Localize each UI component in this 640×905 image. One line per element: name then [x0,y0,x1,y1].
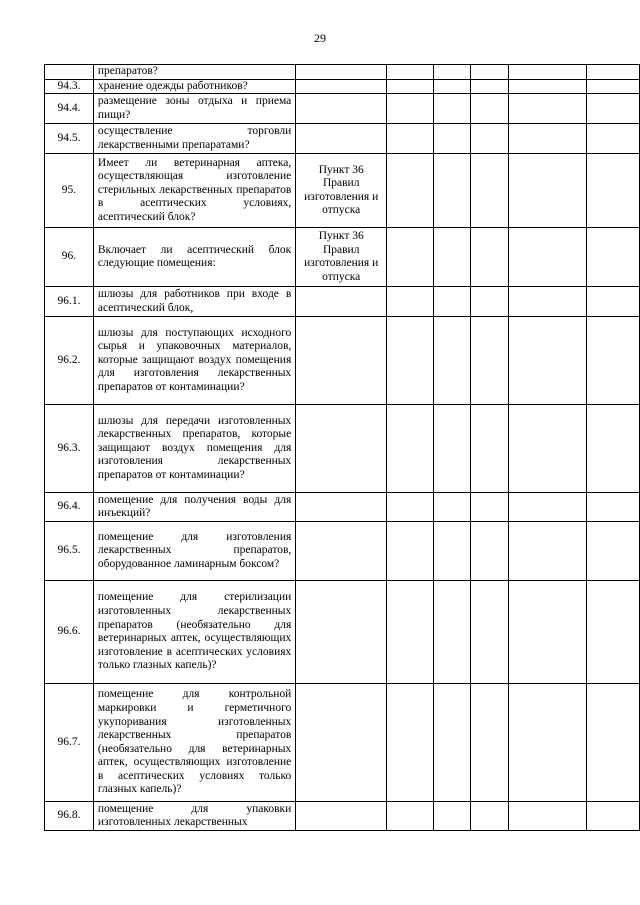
answer-cell [470,154,508,228]
item-number: 96.1. [45,287,94,317]
table-row [45,405,640,493]
item-number: 95. [45,154,94,228]
answer-cell [508,493,587,522]
item-number [45,65,94,80]
question-text: хранение одежды работников? [93,79,295,94]
answer-cell [387,522,434,581]
answer-cell [587,79,640,94]
question-text: размещение зоны отдыха и приема пищи? [93,94,295,124]
answer-cell [387,405,434,493]
item-number: 94.4. [45,94,94,124]
table-row [45,317,640,405]
item-number: 96.6. [45,581,94,684]
table-row [45,124,640,154]
answer-cell [387,228,434,287]
table-row [45,493,640,522]
answer-cell [587,154,640,228]
legal-reference: Пункт 36 Правил изготовления и отпуска [296,154,387,228]
answer-cell [508,684,587,802]
legal-reference [296,802,387,831]
legal-reference [296,79,387,94]
answer-cell [470,522,508,581]
answer-cell [433,581,470,684]
table-row [45,79,640,94]
answer-cell [470,287,508,317]
question-text: осуществление торговли лекарственными препаратами? [93,124,295,154]
answer-cell [508,522,587,581]
answer-cell [587,405,640,493]
legal-reference: Пункт 36 Правил изготовления и отпуска [296,228,387,287]
answer-cell [387,65,434,80]
page-number: 29 [314,31,326,45]
answer-cell [470,124,508,154]
answer-cell [433,94,470,124]
answer-cell [508,94,587,124]
legal-reference [296,405,387,493]
answer-cell [508,124,587,154]
table-row [45,287,640,317]
question-text: помещение для контрольной маркировки и герметичного укупоривания изготовленных лекарственных препаратов (необязательно для ветеринарных аптек, осуществляющих изготовление в асептических условиях только глазных капель)? [93,684,295,802]
answer-cell [508,228,587,287]
answer-cell [587,94,640,124]
answer-cell [470,65,508,80]
item-number: 96.2. [45,317,94,405]
answer-cell [587,65,640,80]
answer-cell [470,684,508,802]
item-number: 94.5. [45,124,94,154]
answer-cell [387,684,434,802]
answer-cell [470,405,508,493]
item-number: 96.3. [45,405,94,493]
answer-cell [587,581,640,684]
legal-reference [296,317,387,405]
answer-cell [470,317,508,405]
checklist-table [44,64,640,831]
answer-cell [470,94,508,124]
question-text: помещение для стерилизации изготовленных лекарственных препаратов (необязательно для ветеринарных аптек, осуществляющих изготовление в асептических условиях только глазных капель)? [93,581,295,684]
answer-cell [508,154,587,228]
answer-cell [470,228,508,287]
item-number: 94.3. [45,79,94,94]
answer-cell [587,228,640,287]
answer-cell [470,581,508,684]
answer-cell [587,802,640,831]
answer-cell [470,493,508,522]
item-number: 96.4. [45,493,94,522]
answer-cell [433,124,470,154]
item-number: 96.7. [45,684,94,802]
answer-cell [387,493,434,522]
question-text: шлюзы для передачи изготовленных лекарственных препаратов, которые защищают воздух помещения для изготовления лекарственных препаратов от контаминации? [93,405,295,493]
table-row [45,522,640,581]
question-text: Включает ли асептический блок следующие помещения: [93,228,295,287]
answer-cell [433,522,470,581]
answer-cell [587,522,640,581]
answer-cell [433,405,470,493]
answer-cell [433,684,470,802]
table-row [45,684,640,802]
answer-cell [433,65,470,80]
legal-reference [296,522,387,581]
table-row [45,581,640,684]
item-number: 96.8. [45,802,94,831]
legal-reference [296,94,387,124]
answer-cell [587,287,640,317]
question-text: помещение для упаковки изготовленных лекарственных [93,802,295,831]
answer-cell [433,493,470,522]
legal-reference [296,65,387,80]
answer-cell [508,581,587,684]
question-text: шлюзы для поступающих исходного сырья и упаковочных материалов, которые защищают воздух помещения для изготовления лекарственных препаратов от контаминации? [93,317,295,405]
answer-cell [387,802,434,831]
answer-cell [387,94,434,124]
legal-reference [296,581,387,684]
legal-reference [296,124,387,154]
answer-cell [387,317,434,405]
answer-cell [587,684,640,802]
answer-cell [508,802,587,831]
question-text: помещение для изготовления лекарственных препаратов, оборудованное ламинарным боксом? [93,522,295,581]
item-number: 96.5. [45,522,94,581]
table-row [45,94,640,124]
legal-reference [296,493,387,522]
answer-cell [387,124,434,154]
answer-cell [387,287,434,317]
answer-cell [508,65,587,80]
legal-reference [296,684,387,802]
table-row [45,154,640,228]
answer-cell [470,79,508,94]
answer-cell [508,317,587,405]
answer-cell [433,154,470,228]
answer-cell [433,228,470,287]
table-row [45,228,640,287]
table-row [45,65,640,80]
answer-cell [387,154,434,228]
answer-cell [387,581,434,684]
answer-cell [433,79,470,94]
answer-cell [508,79,587,94]
answer-cell [587,493,640,522]
answer-cell [587,124,640,154]
question-text: Имеет ли ветеринарная аптека, осуществляющая изготовление стерильных лекарственных препаратов в асептических условиях, асептический блок? [93,154,295,228]
item-number: 96. [45,228,94,287]
table-row [45,802,640,831]
answer-cell [508,405,587,493]
question-text: препаратов? [93,65,295,80]
answer-cell [433,317,470,405]
answer-cell [433,802,470,831]
question-text: шлюзы для работников при входе в асептический блок, [93,287,295,317]
answer-cell [387,79,434,94]
answer-cell [470,802,508,831]
legal-reference [296,287,387,317]
answer-cell [508,287,587,317]
answer-cell [433,287,470,317]
answer-cell [587,317,640,405]
question-text: помещение для получения воды для инъекций? [93,493,295,522]
